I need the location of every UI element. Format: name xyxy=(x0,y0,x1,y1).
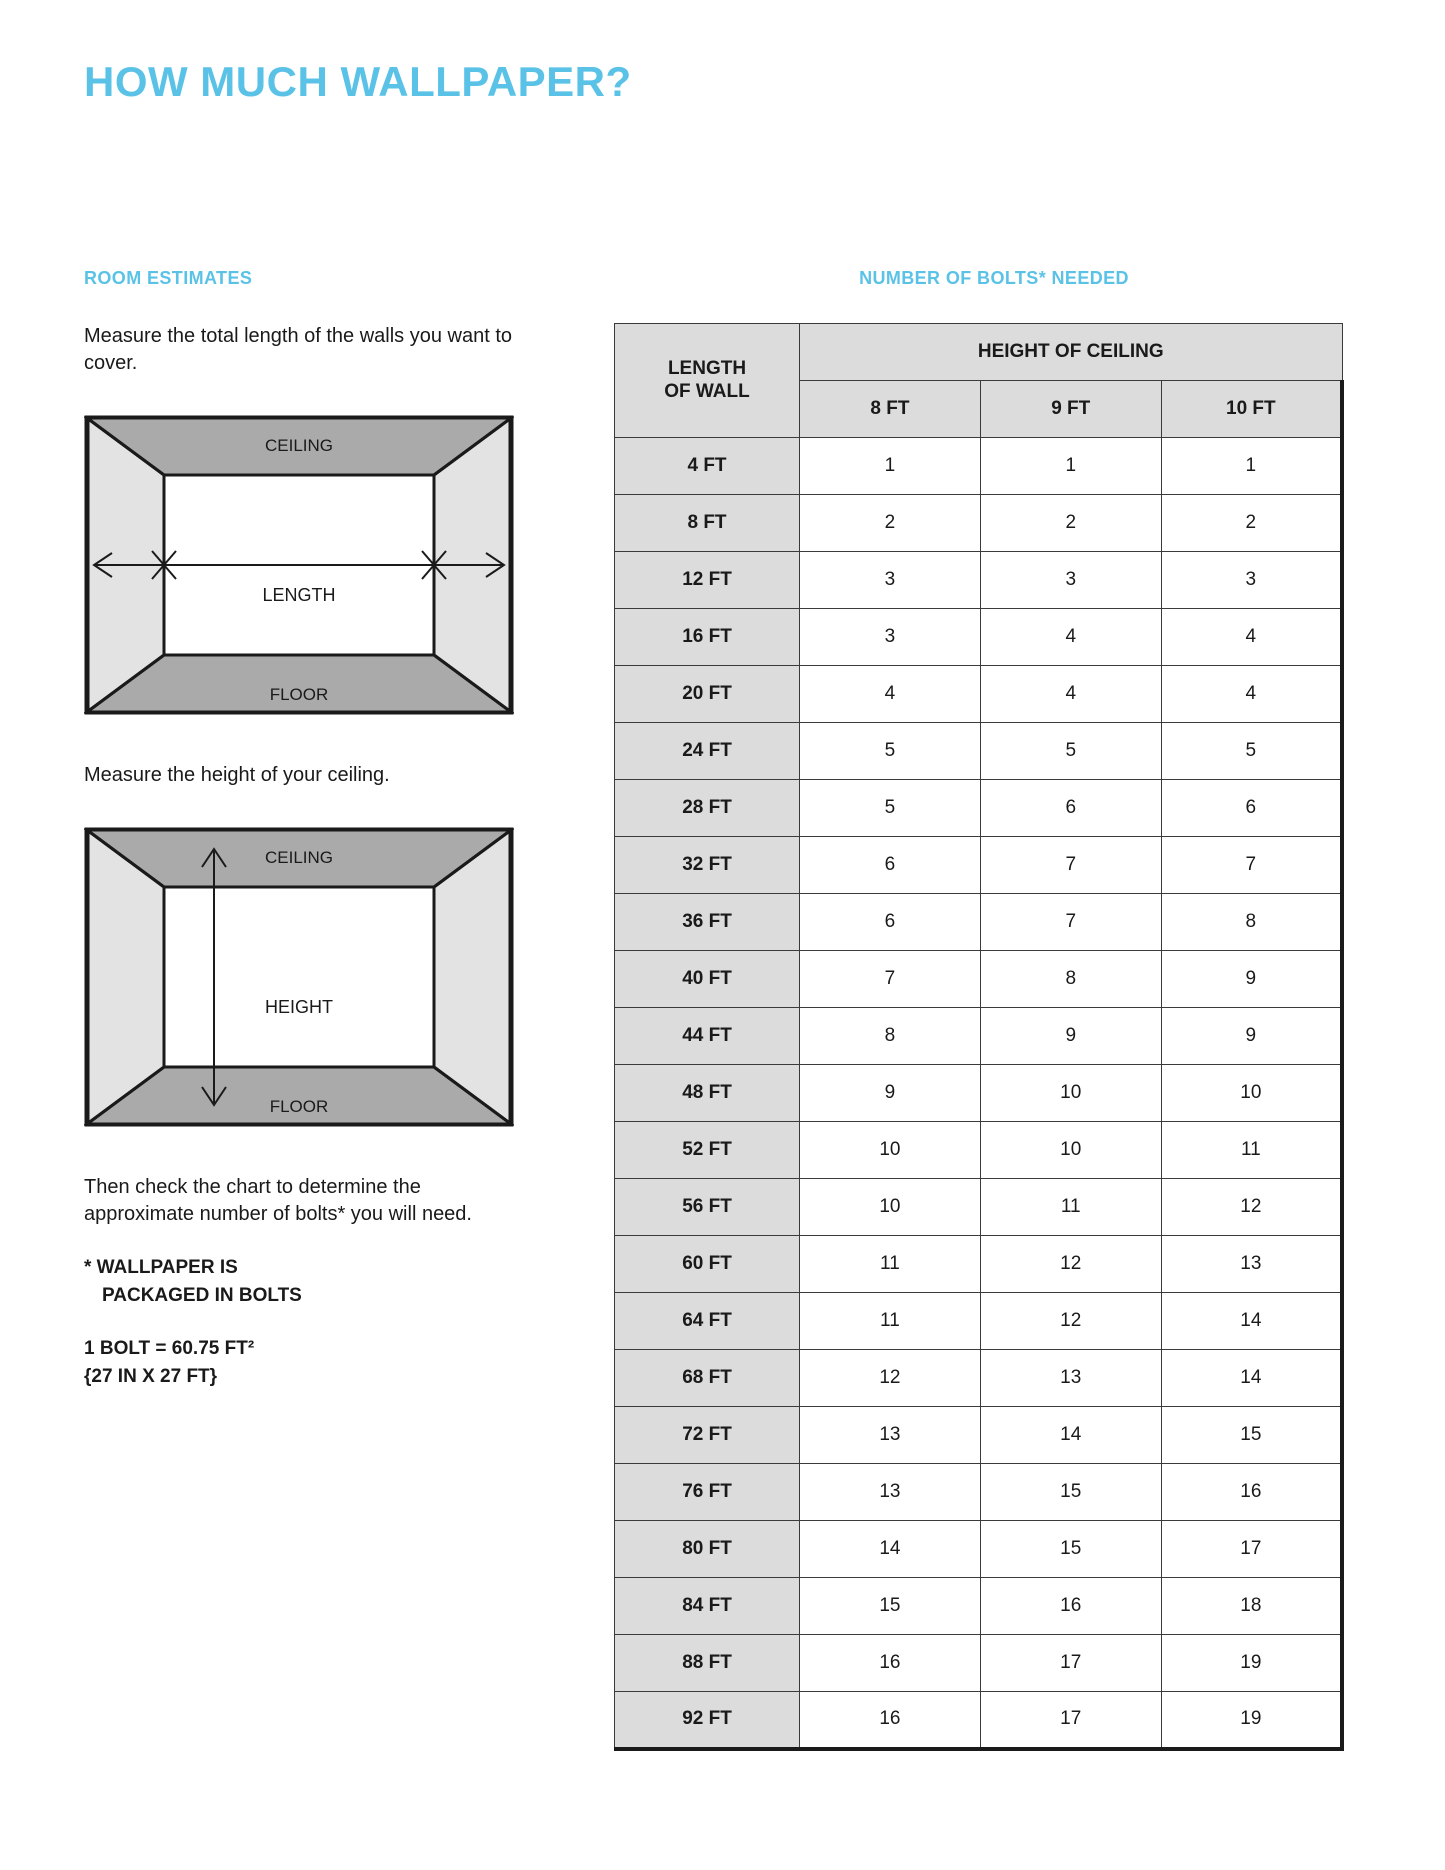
row-label: 4 FT xyxy=(615,438,800,495)
cell-10ft: 16 xyxy=(1161,1464,1342,1521)
table-row xyxy=(615,1065,1343,1122)
bolts-table-column xyxy=(614,268,1374,1751)
cell-9ft: 4 xyxy=(980,666,1161,723)
ceiling-label-1: CEILING xyxy=(264,436,334,455)
table-row xyxy=(615,609,1343,666)
header-length-of-wall xyxy=(615,324,800,438)
bolts-table xyxy=(614,323,1344,1751)
cell-9ft: 15 xyxy=(980,1521,1161,1578)
cell-8ft: 11 xyxy=(800,1293,981,1350)
cell-8ft: 9 xyxy=(800,1065,981,1122)
table-row xyxy=(615,837,1343,894)
cell-10ft: 18 xyxy=(1161,1578,1342,1635)
room-length-diagram xyxy=(84,415,514,720)
table-header-row-group xyxy=(615,324,1343,381)
row-label: 12 FT xyxy=(615,552,800,609)
row-label: 16 FT xyxy=(615,609,800,666)
row-label: 64 FT xyxy=(615,1293,800,1350)
table-row xyxy=(615,1293,1343,1350)
cell-10ft: 4 xyxy=(1161,666,1342,723)
cell-8ft: 3 xyxy=(800,609,981,666)
cell-8ft: 7 xyxy=(800,951,981,1008)
row-label: 32 FT xyxy=(615,837,800,894)
cell-10ft: 8 xyxy=(1161,894,1342,951)
length-dimension-label: LENGTH xyxy=(262,585,336,605)
instruction-check-chart: Then check the chart to determine the approximate number of bolts* you will need. xyxy=(84,1176,472,1225)
row-label: 48 FT xyxy=(615,1065,800,1122)
table-row xyxy=(615,780,1343,837)
table-row xyxy=(615,1521,1343,1578)
cell-8ft: 16 xyxy=(800,1692,981,1749)
cell-10ft: 1 xyxy=(1161,438,1342,495)
row-label: 8 FT xyxy=(615,495,800,552)
table-row xyxy=(615,1179,1343,1236)
ceiling-label-2: CEILING xyxy=(264,848,334,867)
page-title: HOW MUCH WALLPAPER? xyxy=(84,58,632,105)
cell-9ft: 6 xyxy=(980,780,1161,837)
row-label: 52 FT xyxy=(615,1122,800,1179)
row-label: 84 FT xyxy=(615,1578,800,1635)
row-label: 56 FT xyxy=(615,1179,800,1236)
cell-10ft: 6 xyxy=(1161,780,1342,837)
cell-9ft: 5 xyxy=(980,723,1161,780)
table-row xyxy=(615,495,1343,552)
length-diagram-svg xyxy=(84,415,514,715)
cell-8ft: 15 xyxy=(800,1578,981,1635)
room-estimates-column xyxy=(84,268,514,1390)
cell-8ft: 4 xyxy=(800,666,981,723)
cell-9ft: 13 xyxy=(980,1350,1161,1407)
height-diagram-svg xyxy=(84,827,514,1127)
section-heading-bolts-needed: NUMBER OF BOLTS* NEEDED xyxy=(859,268,1129,288)
table-row xyxy=(615,1635,1343,1692)
cell-8ft: 12 xyxy=(800,1350,981,1407)
bolt-footnote-line1: * WALLPAPER IS xyxy=(84,1257,238,1278)
bolt-footnote-line2: PACKAGED IN BOLTS xyxy=(102,1284,302,1306)
header-col-9ft: 9 FT xyxy=(980,381,1161,438)
cell-10ft: 10 xyxy=(1161,1065,1342,1122)
table-row xyxy=(615,1236,1343,1293)
bolts-table-body xyxy=(615,438,1343,1749)
cell-8ft: 13 xyxy=(800,1407,981,1464)
cell-10ft: 19 xyxy=(1161,1635,1342,1692)
cell-8ft: 6 xyxy=(800,894,981,951)
bolt-size-line2: {27 IN X 27 FT} xyxy=(84,1365,218,1387)
cell-9ft: 17 xyxy=(980,1692,1161,1749)
cell-8ft: 2 xyxy=(800,495,981,552)
cell-10ft: 2 xyxy=(1161,495,1342,552)
room-height-diagram xyxy=(84,827,514,1132)
header-col-8ft: 8 FT xyxy=(800,381,981,438)
floor-label-2: FLOOR xyxy=(269,1097,329,1116)
row-label: 28 FT xyxy=(615,780,800,837)
cell-8ft: 13 xyxy=(800,1464,981,1521)
cell-8ft: 16 xyxy=(800,1635,981,1692)
bolt-size-line1: 1 BOLT = 60.75 FT² xyxy=(84,1338,255,1360)
cell-9ft: 7 xyxy=(980,837,1161,894)
row-label: 24 FT xyxy=(615,723,800,780)
row-label: 36 FT xyxy=(615,894,800,951)
cell-10ft: 4 xyxy=(1161,609,1342,666)
cell-8ft: 3 xyxy=(800,552,981,609)
row-label: 68 FT xyxy=(615,1350,800,1407)
bolt-size-note xyxy=(84,1335,514,1390)
table-row xyxy=(615,1350,1343,1407)
cell-10ft: 11 xyxy=(1161,1122,1342,1179)
table-row xyxy=(615,1464,1343,1521)
cell-10ft: 3 xyxy=(1161,552,1342,609)
cell-9ft: 15 xyxy=(980,1464,1161,1521)
cell-10ft: 5 xyxy=(1161,723,1342,780)
cell-10ft: 19 xyxy=(1161,1692,1342,1749)
cell-9ft: 7 xyxy=(980,894,1161,951)
cell-9ft: 17 xyxy=(980,1635,1161,1692)
cell-8ft: 8 xyxy=(800,1008,981,1065)
table-row xyxy=(615,1578,1343,1635)
row-label: 80 FT xyxy=(615,1521,800,1578)
row-label: 60 FT xyxy=(615,1236,800,1293)
row-label: 76 FT xyxy=(615,1464,800,1521)
floor-label-1: FLOOR xyxy=(269,685,329,704)
cell-8ft: 1 xyxy=(800,438,981,495)
cell-9ft: 14 xyxy=(980,1407,1161,1464)
cell-10ft: 17 xyxy=(1161,1521,1342,1578)
cell-8ft: 10 xyxy=(800,1179,981,1236)
cell-10ft: 14 xyxy=(1161,1350,1342,1407)
cell-10ft: 14 xyxy=(1161,1293,1342,1350)
row-label: 88 FT xyxy=(615,1635,800,1692)
cell-10ft: 12 xyxy=(1161,1179,1342,1236)
table-row xyxy=(615,666,1343,723)
header-length-line1: LENGTH xyxy=(667,357,747,379)
table-row xyxy=(615,1122,1343,1179)
cell-9ft: 2 xyxy=(980,495,1161,552)
cell-10ft: 9 xyxy=(1161,1008,1342,1065)
header-col-10ft: 10 FT xyxy=(1161,381,1342,438)
cell-9ft: 16 xyxy=(980,1578,1161,1635)
header-height-of-ceiling: HEIGHT OF CEILING xyxy=(800,324,1343,381)
table-row xyxy=(615,1407,1343,1464)
bolt-footnote xyxy=(84,1254,514,1309)
cell-10ft: 9 xyxy=(1161,951,1342,1008)
cell-8ft: 6 xyxy=(800,837,981,894)
cell-9ft: 9 xyxy=(980,1008,1161,1065)
cell-8ft: 14 xyxy=(800,1521,981,1578)
cell-10ft: 15 xyxy=(1161,1407,1342,1464)
table-row xyxy=(615,438,1343,495)
table-row xyxy=(615,723,1343,780)
row-label: 72 FT xyxy=(615,1407,800,1464)
cell-8ft: 5 xyxy=(800,723,981,780)
cell-9ft: 10 xyxy=(980,1065,1161,1122)
cell-10ft: 7 xyxy=(1161,837,1342,894)
cell-9ft: 4 xyxy=(980,609,1161,666)
cell-9ft: 1 xyxy=(980,438,1161,495)
table-row xyxy=(615,1692,1343,1749)
table-row xyxy=(615,1008,1343,1065)
section-heading-room-estimates: ROOM ESTIMATES xyxy=(84,268,253,288)
cell-8ft: 11 xyxy=(800,1236,981,1293)
table-row xyxy=(615,894,1343,951)
cell-9ft: 12 xyxy=(980,1293,1161,1350)
cell-9ft: 12 xyxy=(980,1236,1161,1293)
table-row xyxy=(615,552,1343,609)
header-length-line2: OF WALL xyxy=(664,380,750,402)
cell-8ft: 5 xyxy=(800,780,981,837)
cell-10ft: 13 xyxy=(1161,1236,1342,1293)
cell-9ft: 3 xyxy=(980,552,1161,609)
row-label: 40 FT xyxy=(615,951,800,1008)
row-label: 44 FT xyxy=(615,1008,800,1065)
cell-9ft: 11 xyxy=(980,1179,1161,1236)
row-label: 20 FT xyxy=(615,666,800,723)
cell-9ft: 8 xyxy=(980,951,1161,1008)
table-row xyxy=(615,951,1343,1008)
height-dimension-label: HEIGHT xyxy=(264,997,334,1017)
cell-8ft: 10 xyxy=(800,1122,981,1179)
row-label: 92 FT xyxy=(615,1692,800,1749)
instruction-measure-length: Measure the total length of the walls you want to cover. xyxy=(84,325,513,374)
cell-9ft: 10 xyxy=(980,1122,1161,1179)
instruction-measure-height: Measure the height of your ceiling. xyxy=(84,764,390,786)
